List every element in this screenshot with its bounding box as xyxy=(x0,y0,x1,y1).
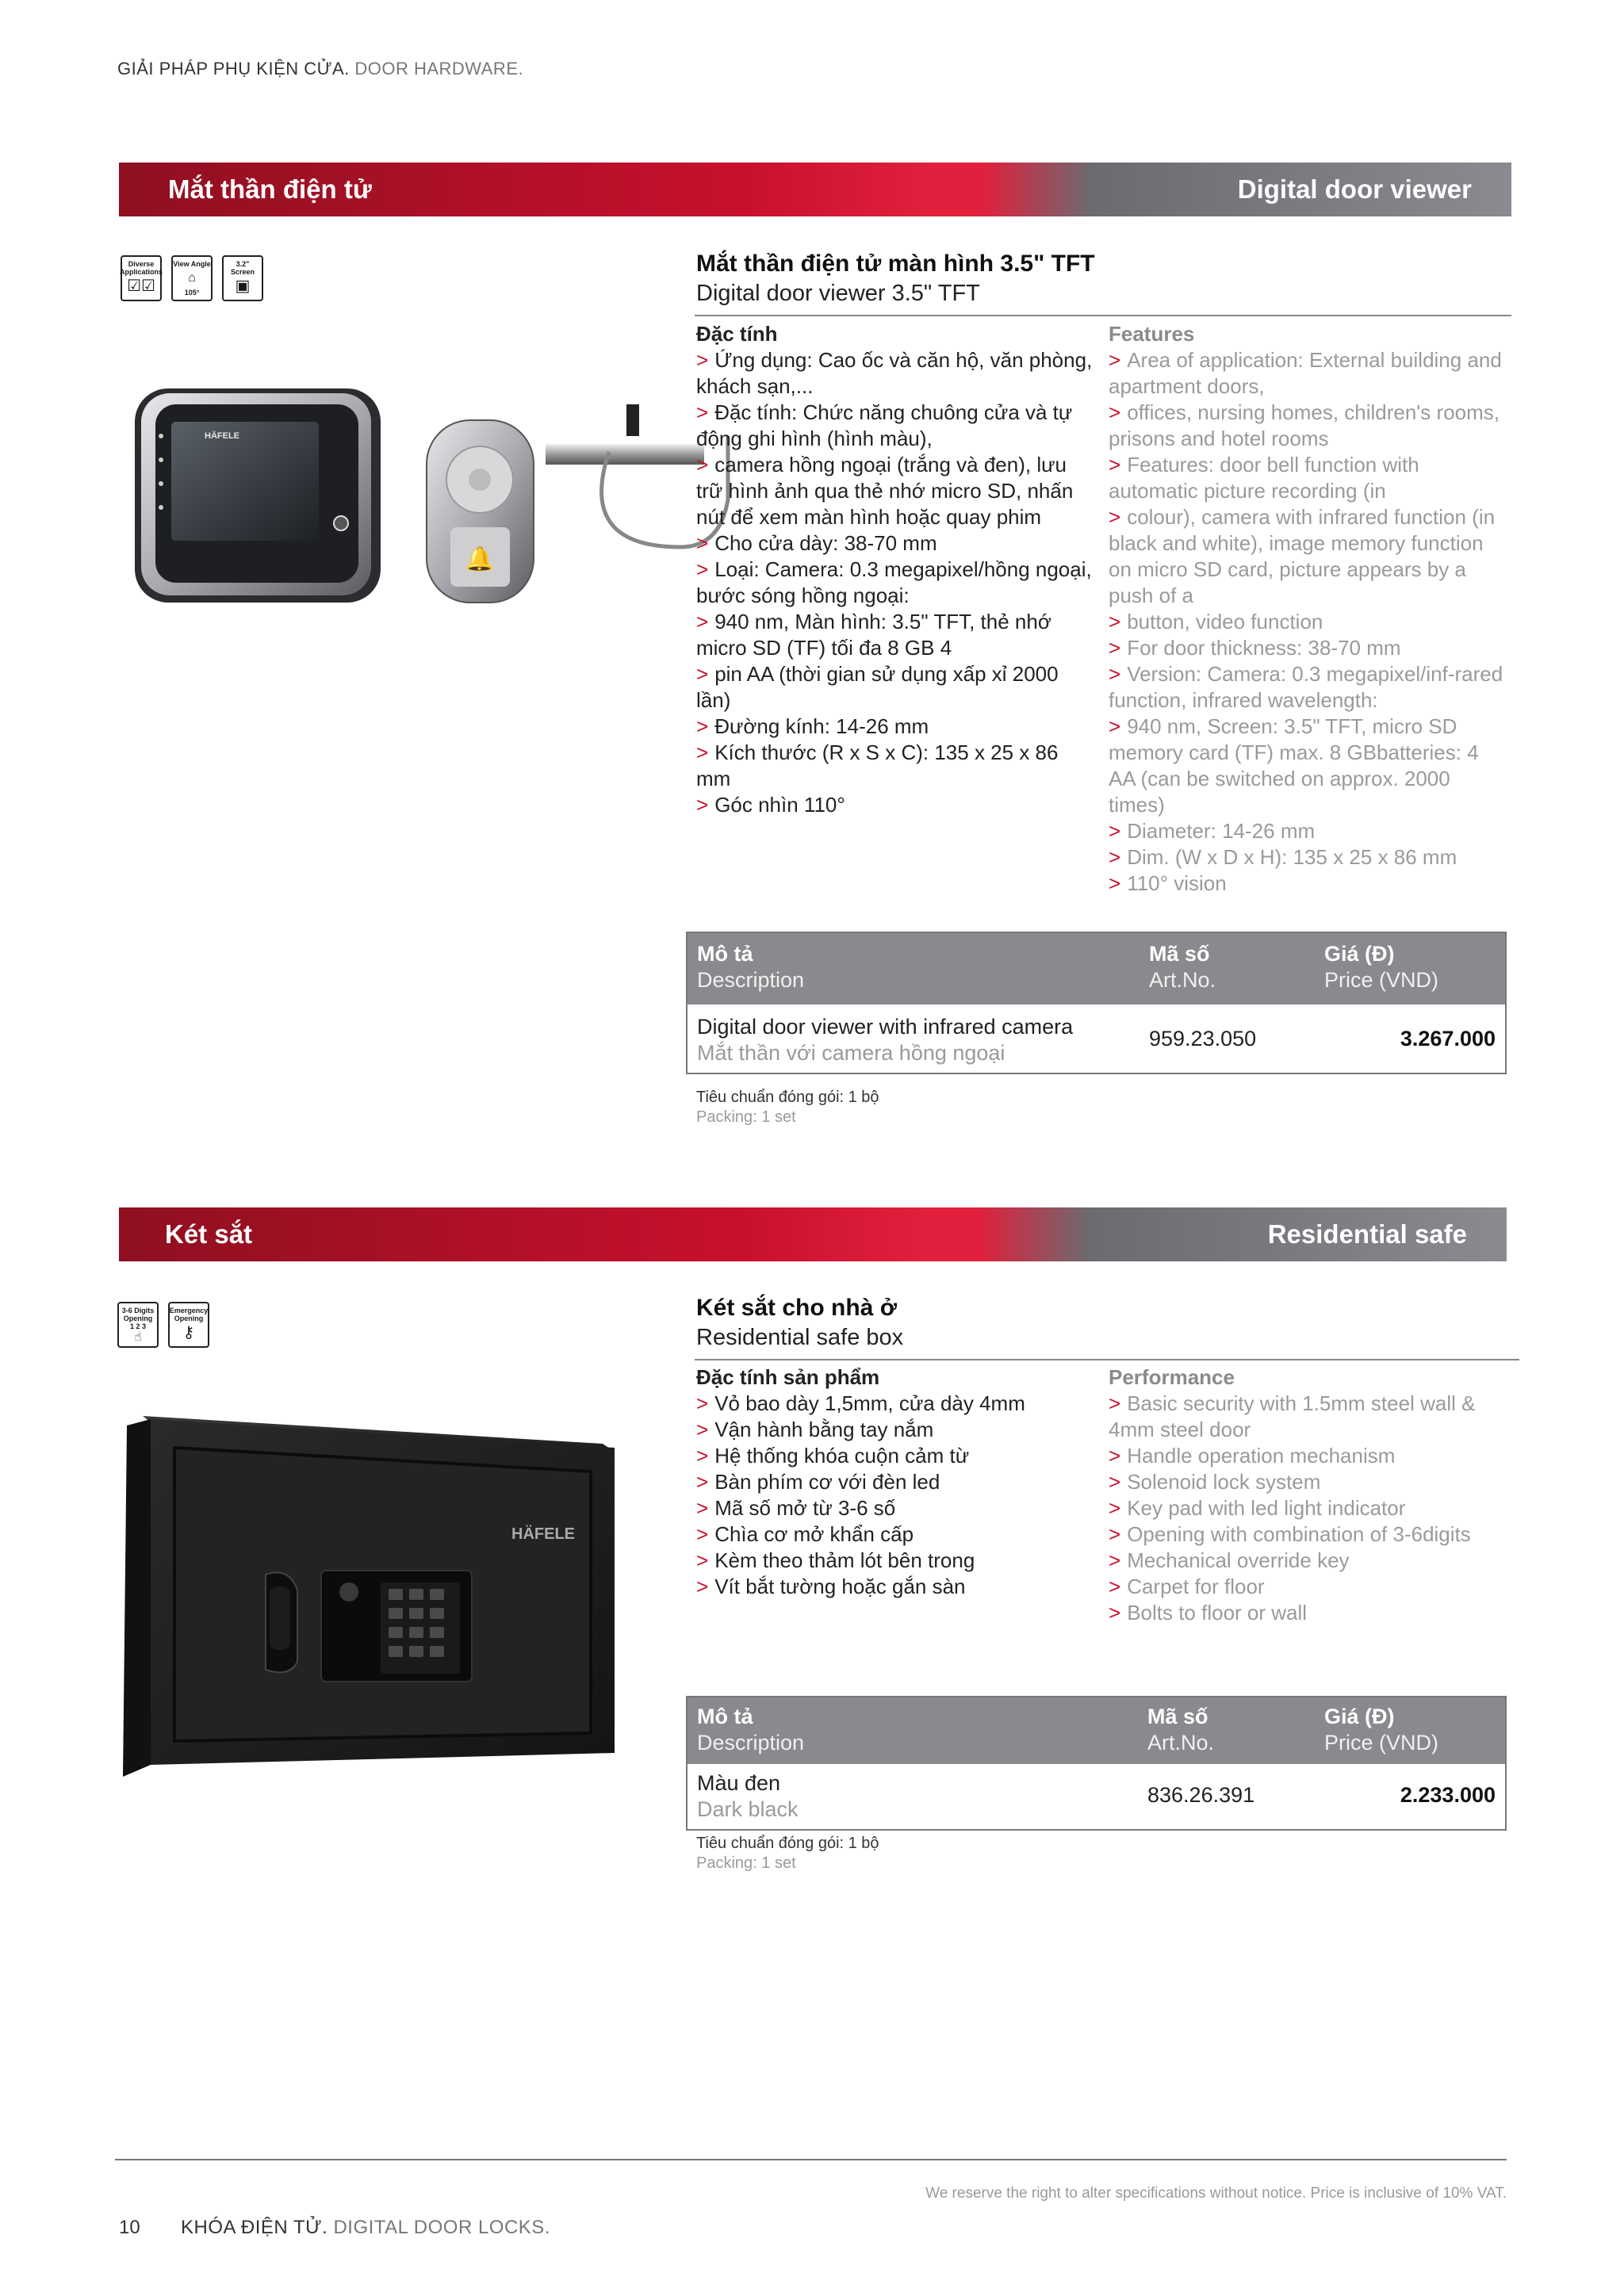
screen-icon: 3.2" Screen ▣ xyxy=(222,255,263,301)
col-description: Mô tả Description xyxy=(697,1705,805,1755)
product-subtitle: Digital door viewer 3.5" TFT xyxy=(696,281,980,306)
row-art-no: 836.26.391 xyxy=(1147,1783,1255,1807)
list-item: > Dim. (W x D x H): 135 x 25 x 86 mm xyxy=(1109,845,1457,869)
row-price: 2.233.000 xyxy=(1400,1783,1496,1807)
row-price: 3.267.000 xyxy=(1400,1027,1496,1050)
table-header xyxy=(688,933,1505,1004)
list-item: > Mechanical override key xyxy=(1109,1548,1350,1572)
col-art-no: Mã số Art.No. xyxy=(1149,942,1216,992)
list-item: > Kích thước (R x S x C): 135 x 25 x 86 mm xyxy=(696,740,1059,790)
list-item: > Basic security with 1.5mm steel wall & 4mm steel door xyxy=(1109,1391,1476,1441)
footer-divider xyxy=(115,2159,1507,2160)
list-item: > Handle operation mechanism xyxy=(1109,1444,1396,1468)
list-item: > Version: Camera: 0.3 megapixel/inf-rared function, infrared wavelength: xyxy=(1109,662,1503,712)
list-item: > Vận hành bằng tay nắm xyxy=(696,1418,934,1441)
section-title-vi: Két sắt xyxy=(165,1219,253,1249)
list-item: > Hệ thống khóa cuộn cảm từ xyxy=(696,1444,970,1468)
list-item: > Solenoid lock system xyxy=(1109,1470,1321,1494)
price-table xyxy=(686,932,1507,1074)
features-vi xyxy=(696,321,1093,818)
list-item: > colour), camera with infrared function (in black and white), image memory function on micro SD card, picture appears by a push of a xyxy=(1109,505,1496,607)
table-row xyxy=(688,1764,1505,1829)
list-item: > For door thickness: 38-70 mm xyxy=(1109,636,1401,660)
list-item: > Opening with combination of 3-6digits xyxy=(1109,1522,1471,1546)
list-item: > Ứng dụng: Cao ốc và căn hộ, văn phòng, khách sạn,... xyxy=(696,348,1093,398)
price-table xyxy=(686,1696,1507,1831)
title-divider xyxy=(695,1359,1519,1360)
product-title: Két sắt cho nhà ở xyxy=(696,1295,898,1321)
list-item: > Kèm theo thảm lót bên trong xyxy=(696,1548,975,1572)
list-item: > Key pad with led light indicator xyxy=(1109,1496,1406,1520)
list-item: > pin AA (thời gian sử dụng xấp xỉ 2000 lần) xyxy=(696,662,1059,712)
footer-title: KHÓA ĐIỆN TỬ. DIGITAL DOOR LOCKS. xyxy=(181,2217,550,2238)
section-title-vi: Mắt thần điện tử xyxy=(168,174,372,204)
col-price: Giá (Đ) Price (VND) xyxy=(1324,1705,1439,1755)
door-viewer-image xyxy=(133,381,736,638)
list-item: > Features: door bell function with automatic picture recording (in xyxy=(1109,453,1419,503)
packing-info: Tiêu chuẩn đóng gói: 1 bộ Packing: 1 set xyxy=(696,1835,879,1872)
list-item: > Loại: Camera: 0.3 megapixel/hồng ngoại, bước sóng hồng ngoại: xyxy=(696,557,1092,607)
footer-note: We reserve the right to alter specifications without notice. Price is inclusive of 10% VAT. xyxy=(925,2185,1507,2202)
section-band-door-viewer xyxy=(119,163,1511,216)
list-item: > Vít bắt tường hoặc gắn sàn xyxy=(696,1575,966,1598)
features-vi-heading: Đặc tính xyxy=(696,322,778,346)
features-en xyxy=(1109,321,1505,897)
title-divider xyxy=(695,315,1511,316)
col-price: Giá (Đ) Price (VND) xyxy=(1324,942,1439,992)
page-header xyxy=(117,59,523,79)
list-item: > Mã số mở từ 3-6 số xyxy=(696,1496,896,1520)
row-description: Màu đen Dark black xyxy=(697,1771,799,1821)
feature-icons xyxy=(121,255,263,301)
list-item: > Đường kính: 14-26 mm xyxy=(696,714,929,738)
section-title-en: Digital door viewer xyxy=(1237,174,1472,204)
brand-logo: HÄFELE xyxy=(511,1525,575,1543)
checklist-icon: Diverse Applications ☑☑ xyxy=(121,255,162,301)
brand-logo: HÄFELE xyxy=(205,431,239,441)
features-vi-heading: Đặc tính sản phẩm xyxy=(696,1365,880,1389)
header-bold: GIẢI PHÁP PHỤ KIỆN CỬA. xyxy=(117,59,350,78)
svg-text:🔔: 🔔 xyxy=(465,546,495,572)
list-item: > Bolts to floor or wall xyxy=(1109,1601,1308,1624)
table-header xyxy=(688,1697,1505,1764)
list-item: > Góc nhìn 110° xyxy=(696,793,845,817)
features-en-heading: Performance xyxy=(1109,1365,1235,1389)
list-item: > 940 nm, Màn hình: 3.5" TFT, thẻ nhớ micro SD (TF) tối đa 8 GB 4 xyxy=(696,610,1051,660)
list-item: > Cho cửa dày: 38-70 mm xyxy=(696,531,937,555)
section-band-safe xyxy=(119,1207,1507,1261)
col-art-no: Mã số Art.No. xyxy=(1147,1705,1215,1755)
list-item: > Bàn phím cơ với đèn led xyxy=(696,1470,940,1494)
list-item: > Diameter: 14-26 mm xyxy=(1109,819,1316,843)
section-title-en: Residential safe xyxy=(1267,1219,1467,1249)
view-angle-icon: View Angle ⌂ 105° xyxy=(171,255,213,301)
emergency-key-icon: Emergency Opening ⚷ xyxy=(168,1302,209,1348)
page-number: 10 xyxy=(119,2217,140,2238)
list-item: > Carpet for floor xyxy=(1109,1575,1265,1598)
list-item: > 940 nm, Screen: 3.5" TFT, micro SD memory card (TF) max. 8 GBbatteries: 4 AA (can be switched on approx. 2000 times) xyxy=(1109,714,1479,817)
list-item: > Chìa cơ mở khẩn cấp xyxy=(696,1522,914,1546)
list-item: > Đặc tính: Chức năng chuông cửa và tự động ghi hình (hình màu), xyxy=(696,400,1073,450)
list-item: > 110° vision xyxy=(1109,871,1227,895)
packing-info: Tiêu chuẩn đóng gói: 1 bộ Packing: 1 set xyxy=(696,1089,879,1126)
product-subtitle: Residential safe box xyxy=(696,1325,904,1350)
col-description: Mô tả Description xyxy=(697,942,805,992)
table-row xyxy=(688,1004,1505,1073)
list-item: > offices, nursing homes, children's rooms, prisons and hotel rooms xyxy=(1109,400,1500,450)
product-title: Mắt thần điện tử màn hình 3.5" TFT xyxy=(696,251,1095,277)
list-item: > Vỏ bao dày 1,5mm, cửa dày 4mm xyxy=(696,1391,1025,1415)
features-vi xyxy=(696,1364,1093,1600)
list-item: > camera hồng ngoại (trắng và đen), lưu trữ hình ảnh qua thẻ nhớ micro SD, nhấn nút để xem màn hình hoặc quay phim xyxy=(696,453,1074,529)
feature-icons xyxy=(117,1302,209,1348)
row-description: Digital door viewer with infrared camera Mắt thần với camera hồng ngoại xyxy=(697,1015,1074,1065)
header-light: DOOR HARDWARE. xyxy=(354,59,524,78)
features-en xyxy=(1109,1364,1513,1626)
list-item: > Area of application: External building and apartment doors, xyxy=(1109,348,1502,398)
row-art-no: 959.23.050 xyxy=(1149,1027,1257,1050)
keypad-hand-icon: 3-6 Digits Opening 1 2 3 ☝ xyxy=(117,1302,159,1348)
features-en-heading: Features xyxy=(1109,322,1195,346)
list-item: > button, video function xyxy=(1109,610,1323,633)
safe-image xyxy=(119,1416,626,1785)
